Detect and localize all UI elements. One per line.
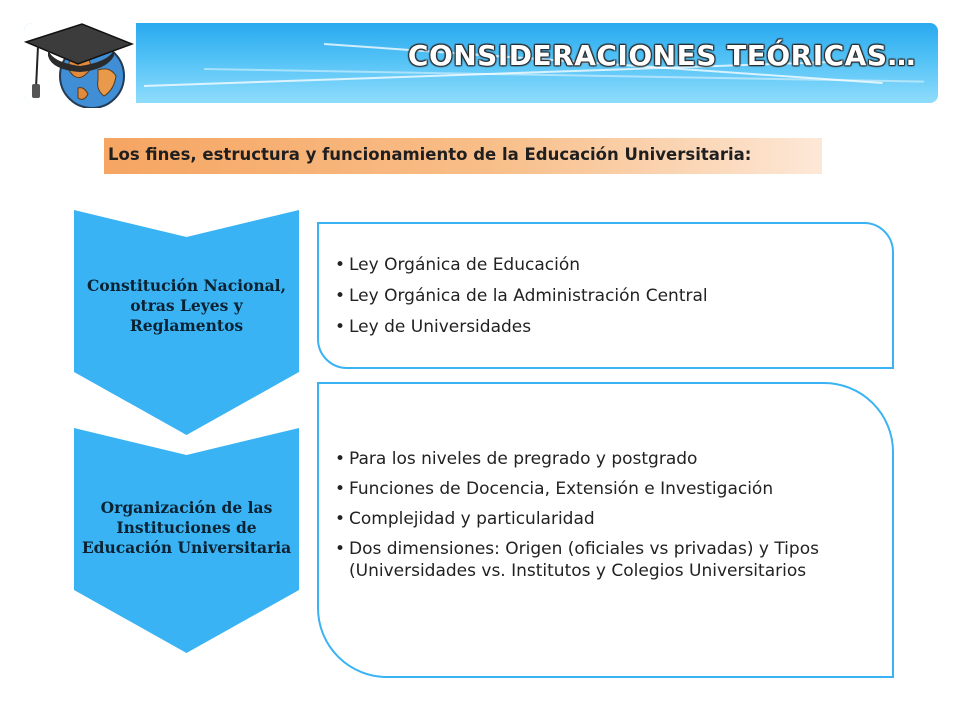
list-item: • Ley Orgánica de Educación (335, 254, 880, 276)
graduation-globe-icon (20, 18, 138, 108)
panel-leyes (317, 222, 894, 369)
bullet-list-leyes (335, 254, 880, 338)
list-item: • Ley Orgánica de la Administración Central (335, 285, 880, 307)
subtitle-text: Los fines, estructura y funcionamiento de la Educación Universitaria: (108, 145, 752, 164)
chevron-label-organizacion: Organización de las Instituciones de Educación Universitaria (81, 498, 292, 557)
list-item: • Complejidad y particularidad (335, 508, 870, 530)
panel-organizacion (317, 382, 894, 678)
list-item: • Para los niveles de pregrado y postgrado (335, 448, 870, 470)
list-item: • Ley de Universidades (335, 316, 880, 338)
list-item: • Funciones de Docencia, Extensión e Investigación (335, 478, 870, 500)
subtitle-bar (104, 138, 822, 174)
title-banner (24, 23, 938, 103)
chevron-label-constitucion: Constitución Nacional, otras Leyes y Reglamentos (87, 276, 286, 335)
bullet-list-organizacion (335, 448, 870, 582)
list-item: • Dos dimensiones: Origen (oficiales vs privadas) y Tipos (Universidades vs. Institutos y Colegios Universitarios (335, 538, 870, 582)
page-title: CONSIDERACIONES TEÓRICAS… (407, 39, 916, 72)
